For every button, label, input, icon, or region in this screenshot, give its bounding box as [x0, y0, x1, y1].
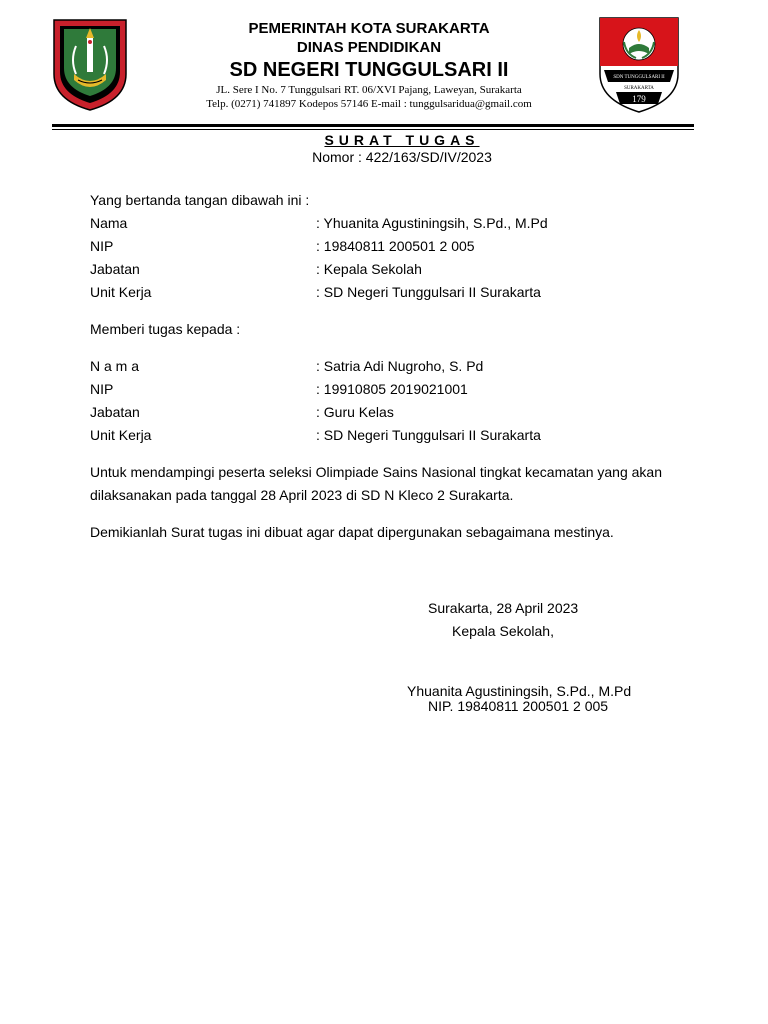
signer-intro: Yang bertanda tangan dibawah ini : — [90, 192, 310, 208]
field-label: N a m a — [90, 358, 140, 374]
surakarta-city-emblem — [50, 16, 130, 112]
signature-name: Yhuanita Agustiningsih, S.Pd., M.Pd — [407, 683, 632, 699]
letter-title-block — [0, 132, 768, 165]
field-label: Nama — [90, 215, 128, 231]
purpose-line-1: Untuk mendampingi peserta seleksi Olimpiade Sains Nasional tingkat kecamatan yang akan — [90, 464, 662, 480]
field-label: Jabatan — [90, 404, 140, 420]
assignee-row-nip — [90, 380, 730, 398]
field-value: : Kepala Sekolah — [316, 261, 422, 277]
letterhead-rule-thick — [52, 124, 694, 127]
signature-place-date: Surakarta, 28 April 2023 — [428, 600, 579, 616]
field-value: : Satria Adi Nugroho, S. Pd — [316, 358, 484, 374]
emblem-city: SURAKARTA — [624, 86, 654, 91]
government-name: PEMERINTAH KOTA SURAKARTA — [248, 20, 490, 37]
signature-position: Kepala Sekolah, — [452, 623, 554, 639]
field-label: Jabatan — [90, 261, 140, 277]
letterhead-text — [150, 20, 588, 111]
field-value: : Yhuanita Agustiningsih, S.Pd., M.Pd — [316, 215, 548, 231]
signer-row-name — [90, 214, 730, 232]
letter-number: Nomor : 422/163/SD/IV/2023 — [312, 149, 492, 165]
assignee-row-name — [90, 357, 730, 375]
signer-row-nip — [90, 237, 730, 255]
school-emblem — [596, 14, 682, 114]
field-value: : SD Negeri Tunggulsari II Surakarta — [316, 284, 541, 300]
field-value: : 19910805 2019021001 — [316, 381, 468, 397]
field-label: Unit Kerja — [90, 427, 152, 443]
emblem-number: 179 — [632, 94, 646, 104]
field-value: : Guru Kelas — [316, 404, 394, 420]
assignee-row-unit — [90, 426, 730, 444]
field-value: : 19840811 200501 2 005 — [316, 238, 475, 254]
assignee-row-position — [90, 403, 730, 421]
signer-row-position — [90, 260, 730, 278]
purpose-line-2: dilaksanakan pada tanggal 28 April 2023 di SD N Kleco 2 Surakarta. — [90, 487, 514, 503]
closing-statement: Demikianlah Surat tugas ini dibuat agar dapat dipergunakan sebagaimana mestinya. — [90, 524, 614, 540]
field-label: Unit Kerja — [90, 284, 152, 300]
letterhead-rule-thin — [52, 129, 694, 130]
letterhead — [0, 0, 768, 130]
school-contact: Telp. (0271) 741897 Kodepos 57146 E-mail : tunggulsaridua@gmail.com — [206, 98, 532, 110]
signer-row-unit — [90, 283, 730, 301]
assignee-intro: Memberi tugas kepada : — [90, 321, 241, 337]
school-name: SD NEGERI TUNGGULSARI II — [229, 59, 509, 81]
department-name: DINAS PENDIDIKAN — [296, 39, 442, 56]
field-value: : SD Negeri Tunggulsari II Surakarta — [316, 427, 541, 443]
field-label: NIP — [90, 238, 114, 254]
signature-nip: NIP. 19840811 200501 2 005 — [428, 698, 609, 714]
field-label: NIP — [90, 381, 114, 397]
letter-title: SURAT TUGAS — [324, 132, 480, 148]
emblem-banner: SDN TUNGGULSARI II — [613, 75, 665, 80]
school-address: JL. Sere I No. 7 Tunggulsari RT. 06/XVI Pajang, Laweyan, Surakarta — [216, 84, 522, 96]
